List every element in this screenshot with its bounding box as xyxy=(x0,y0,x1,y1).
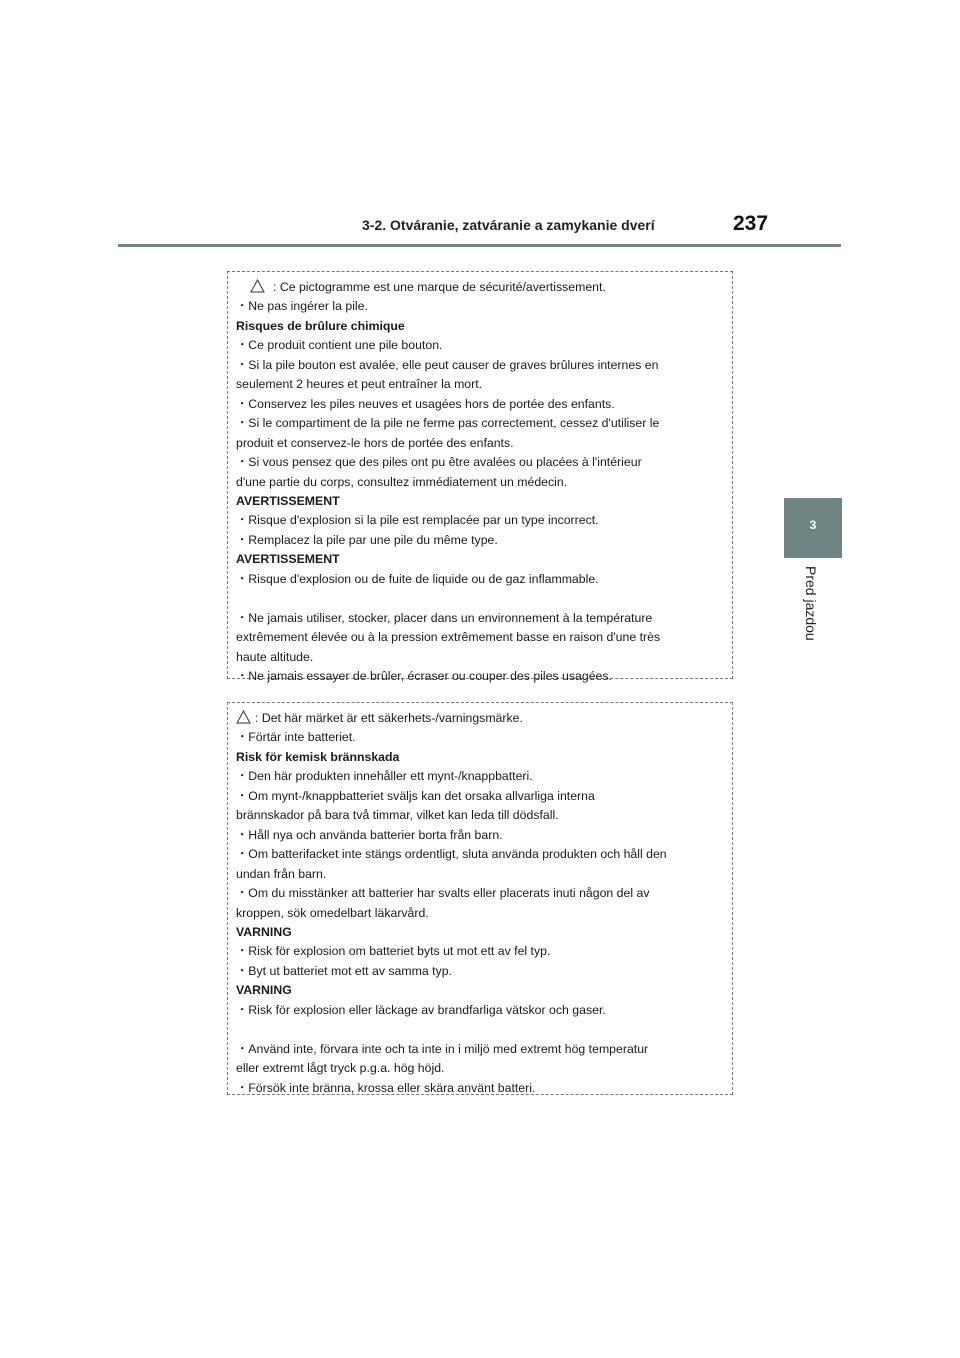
section-header-title: 3-2. Otváranie, zatváranie a zamykanie dverí xyxy=(362,217,655,233)
warning-line-text: ・Si la pile bouton est avalée, elle peut causer de graves brûlures internes en xyxy=(236,357,659,372)
warning-line-text: produit et conservez-le hors de portée des enfants. xyxy=(236,435,514,450)
warning-line-text: AVERTISSEMENT xyxy=(236,493,340,508)
warning-text-line xyxy=(236,473,726,492)
warning-text-line xyxy=(236,709,726,728)
warning-text-line xyxy=(236,356,726,375)
warning-line-text: undan från barn. xyxy=(236,866,327,881)
warning-text-line xyxy=(236,845,726,864)
warning-text-line xyxy=(236,414,726,433)
warning-heading xyxy=(236,981,726,1000)
warning-text-line xyxy=(236,1040,726,1059)
warning-text-line xyxy=(236,787,726,806)
chapter-tab[interactable] xyxy=(784,498,842,558)
warning-line-text: seulement 2 heures et peut entraîner la mort. xyxy=(236,377,483,392)
warning-text-line xyxy=(236,826,726,845)
warning-text-line xyxy=(236,453,726,472)
warning-text-line xyxy=(236,278,726,297)
warning-triangle-icon xyxy=(236,710,251,724)
warning-line-text: ・Remplacez la pile par une pile du même type. xyxy=(236,532,498,547)
warning-line-text: ・Om du misstänker att batterier har svalts eller placerats inuti någon del av xyxy=(236,886,650,901)
warning-text-line xyxy=(236,336,726,355)
warning-triangle-icon xyxy=(250,279,265,293)
warning-text-line xyxy=(236,609,726,628)
header-divider xyxy=(118,244,841,247)
warning-text-line xyxy=(236,806,726,825)
warning-line-text: ・Om batterifacket inte stängs ordentligt, sluta använda produkten och håll den xyxy=(236,847,667,862)
warning-text-line xyxy=(236,628,726,647)
warning-line-text: ・Byt ut batteriet mot ett av samma typ. xyxy=(236,963,452,978)
warning-text-line xyxy=(236,589,726,608)
warning-line-text: ・Ce produit contient une pile bouton. xyxy=(236,338,443,353)
chapter-side-label: Pred jazdou xyxy=(803,566,819,641)
warning-line-text: haute altitude. xyxy=(236,649,314,664)
warning-text-line xyxy=(236,884,726,903)
warning-line-text: ・Ne jamais essayer de brûler, écraser ou couper des piles usagées. xyxy=(236,669,612,684)
warning-text-line xyxy=(236,570,726,589)
warning-line-text: VARNING xyxy=(236,983,292,998)
chapter-tab-number: 3 xyxy=(809,518,817,532)
warning-line-text: Risk för kemisk brännskada xyxy=(236,749,400,764)
warning-line-text: : Det här märket är ett säkerhets-/varningsmärke. xyxy=(255,711,523,725)
warning-line-text: VARNING xyxy=(236,924,292,939)
warning-text-line xyxy=(236,667,726,686)
swedish-warning-box xyxy=(227,702,733,1095)
warning-text-line xyxy=(236,1001,726,1020)
warning-line-text: ・Risque d'explosion si la pile est remplacée par un type incorrect. xyxy=(236,513,599,528)
warning-line-text: Risques de brûlure chimique xyxy=(236,318,405,333)
warning-line-text: brännskador på bara två timmar, vilket kan leda till dödsfall. xyxy=(236,808,559,823)
warning-line-text: ・Förtär inte batteriet. xyxy=(236,730,356,745)
warning-line-text: ・Si vous pensez que des piles ont pu être avalées ou placées à l'intérieur xyxy=(236,455,642,470)
warning-text-line xyxy=(236,1059,726,1078)
warning-text-line xyxy=(236,728,726,747)
warning-line-text: ・Risk för explosion eller läckage av brandfarliga vätskor och gaser. xyxy=(236,1002,606,1017)
warning-line-text: AVERTISSEMENT xyxy=(236,552,340,567)
warning-text-line xyxy=(236,531,726,550)
warning-line-text: ・Försök inte bränna, krossa eller skära använt batteri. xyxy=(236,1080,536,1095)
warning-text-line xyxy=(236,297,726,316)
warning-line-text: d'une partie du corps, consultez immédiatement un médecin. xyxy=(236,474,568,489)
warning-line-text: extrêmement élevée ou à la pression extrêmement basse en raison d'une très xyxy=(236,630,661,645)
warning-heading xyxy=(236,923,726,942)
warning-text-line xyxy=(236,395,726,414)
warning-heading xyxy=(236,317,726,336)
warning-line-text: ・Den här produkten innehåller ett mynt-/knappbatteri. xyxy=(236,769,533,784)
french-warning-box xyxy=(227,271,733,684)
warning-line-text: kroppen, sök omedelbart läkarvård. xyxy=(236,905,429,920)
warning-text-line xyxy=(236,767,726,786)
warning-line-text: eller extremt lågt tryck p.g.a. hög höjd. xyxy=(236,1061,445,1076)
warning-line-text: ・Ne jamais utiliser, stocker, placer dans un environnement à la température xyxy=(236,610,653,625)
warning-text-line xyxy=(236,865,726,884)
warning-line-text: ・Håll nya och använda batterier borta från barn. xyxy=(236,827,503,842)
warning-heading xyxy=(236,748,726,767)
warning-line-text: ・Om mynt-/knappbatteriet sväljs kan det orsaka allvarliga interna xyxy=(236,788,595,803)
warning-text-line xyxy=(236,648,726,667)
warning-text-line xyxy=(236,1020,726,1039)
warning-heading xyxy=(236,492,726,511)
warning-text-line xyxy=(236,962,726,981)
warning-line-text: ・Risk för explosion om batteriet byts ut mot ett av fel typ. xyxy=(236,944,551,959)
warning-line-text: ・Si le compartiment de la pile ne ferme pas correctement, cessez d'utiliser le xyxy=(236,416,660,431)
warning-line-text: ・Risque d'explosion ou de fuite de liquide ou de gaz inflammable. xyxy=(236,571,599,586)
warning-text-line xyxy=(236,904,726,923)
warning-text-line xyxy=(236,375,726,394)
page-number: 237 xyxy=(733,212,769,235)
warning-text-line xyxy=(236,1079,726,1098)
warning-line-text: ・Conservez les piles neuves et usagées hors de portée des enfants. xyxy=(236,396,615,411)
warning-line-text: : Ce pictogramme est une marque de sécurité/avertissement. xyxy=(273,280,606,294)
warning-text-line xyxy=(236,434,726,453)
warning-line-text: ・Använd inte, förvara inte och ta inte in i miljö med extremt hög temperatur xyxy=(236,1041,649,1056)
warning-heading xyxy=(236,550,726,569)
warning-text-line xyxy=(236,942,726,961)
warning-line-text: ・Ne pas ingérer la pile. xyxy=(236,299,368,314)
warning-text-line xyxy=(236,511,726,530)
